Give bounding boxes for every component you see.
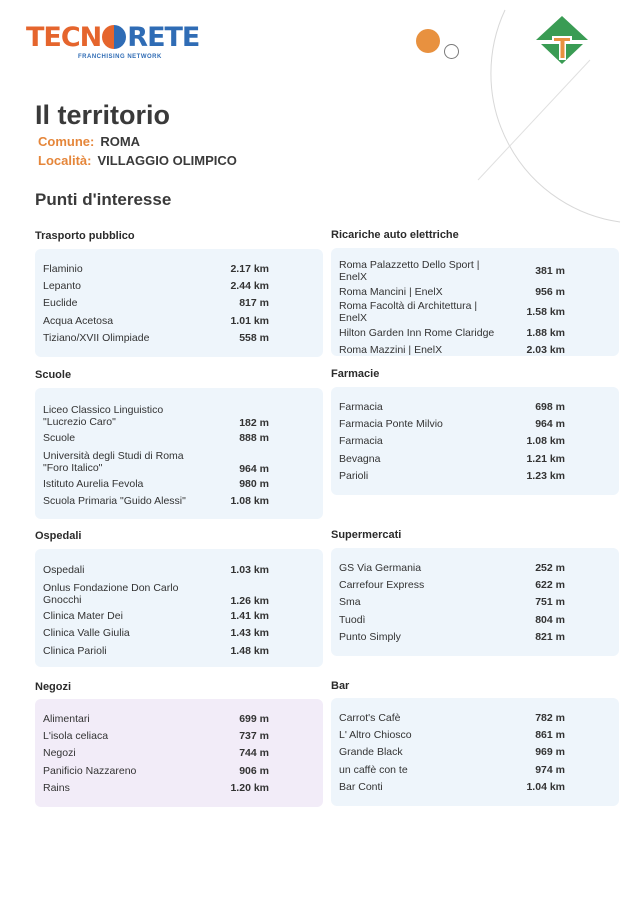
list-item bbox=[43, 400, 269, 429]
category-title: Trasporto pubblico bbox=[35, 230, 135, 242]
poi-distance: 182 m bbox=[239, 417, 269, 429]
list-item bbox=[43, 312, 269, 329]
poi-distance: 737 m bbox=[239, 729, 269, 742]
poi-distance: 699 m bbox=[239, 712, 269, 725]
poi-name: L'isola celiaca bbox=[43, 729, 109, 742]
poi-name: Bar Conti bbox=[339, 780, 383, 793]
category-title: Negozi bbox=[35, 681, 72, 693]
logo-tagline: FRANCHISING NETWORK bbox=[78, 54, 162, 60]
poi-distance: 751 m bbox=[535, 596, 565, 609]
poi-name: Alimentari bbox=[43, 712, 90, 725]
poi-name: GS Via Germania bbox=[339, 561, 422, 574]
comune-line bbox=[38, 134, 140, 149]
page-title: Il territorio bbox=[35, 100, 171, 130]
poi-distance: 1.43 km bbox=[230, 627, 269, 640]
poi-name: Università degli Studi di Roma "Foro Italico" bbox=[43, 450, 184, 475]
poi-distance: 1.08 km bbox=[526, 435, 565, 448]
list-item bbox=[43, 561, 269, 578]
list-item bbox=[339, 283, 565, 300]
list-item bbox=[339, 744, 565, 761]
poi-name: Parioli bbox=[339, 469, 369, 482]
list-item bbox=[43, 625, 269, 642]
category-box-supermarkets bbox=[331, 548, 619, 656]
poi-distance: 698 m bbox=[535, 400, 565, 413]
list-item bbox=[43, 295, 269, 312]
list-item bbox=[339, 559, 565, 576]
poi-distance: 1.03 km bbox=[230, 563, 269, 576]
poi-distance: 861 m bbox=[535, 728, 565, 741]
points-of-interest-title: Punti d'interesse bbox=[35, 190, 172, 209]
poi-name: Grande Black bbox=[339, 746, 403, 759]
tecnorete-logo bbox=[26, 24, 199, 60]
poi-distance: 1.04 km bbox=[526, 780, 565, 793]
list-item bbox=[43, 329, 269, 346]
list-item bbox=[339, 433, 565, 450]
poi-name: Istituto Aurelia Fevola bbox=[43, 477, 144, 490]
poi-distance: 2.17 km bbox=[230, 262, 269, 275]
poi-name: Bevagna bbox=[339, 452, 381, 465]
list-item bbox=[339, 324, 565, 341]
list-item bbox=[43, 727, 269, 744]
poi-name: Farmacia bbox=[339, 400, 383, 413]
poi-name: Negozi bbox=[43, 747, 76, 760]
poi-distance: 817 m bbox=[239, 297, 269, 310]
poi-name: Punto Simply bbox=[339, 630, 401, 643]
list-item bbox=[339, 450, 565, 467]
outline-dot-icon bbox=[444, 44, 459, 59]
poi-distance: 381 m bbox=[535, 265, 565, 277]
poi-name: un caffè con te bbox=[339, 763, 408, 776]
category-box-transport bbox=[35, 249, 323, 357]
list-item bbox=[339, 628, 565, 645]
list-item bbox=[43, 779, 269, 796]
poi-name: Carrot's Cafè bbox=[339, 711, 401, 724]
poi-name: Tiziano/XVII Olimpiade bbox=[43, 331, 150, 344]
house-emblem-icon bbox=[533, 14, 591, 66]
category-box-pharmacies bbox=[331, 387, 619, 495]
poi-name: Flaminio bbox=[43, 262, 83, 275]
category-box-hospitals bbox=[35, 549, 323, 667]
list-item bbox=[339, 259, 565, 283]
poi-distance: 252 m bbox=[535, 561, 565, 574]
poi-name: Rains bbox=[43, 781, 70, 794]
poi-name: Panificio Nazzareno bbox=[43, 764, 137, 777]
list-item bbox=[339, 576, 565, 593]
logo-text-right: RETE bbox=[127, 22, 200, 53]
category-title: Bar bbox=[331, 680, 350, 692]
poi-name: Hilton Garden Inn Rome Claridge bbox=[339, 326, 495, 339]
logo-text-left: TECN bbox=[26, 22, 102, 53]
list-item bbox=[43, 277, 269, 294]
list-item bbox=[339, 415, 565, 432]
poi-distance: 782 m bbox=[535, 711, 565, 724]
list-item bbox=[43, 578, 269, 607]
poi-distance: 1.23 km bbox=[526, 469, 565, 482]
poi-distance: 956 m bbox=[535, 285, 565, 298]
poi-distance: 1.26 km bbox=[230, 595, 269, 608]
poi-distance: 974 m bbox=[535, 763, 565, 776]
poi-distance: 2.44 km bbox=[230, 279, 269, 292]
poi-name: Roma Mazzini | EnelX bbox=[339, 344, 443, 357]
poi-distance: 821 m bbox=[535, 630, 565, 643]
category-title: Ricariche auto elettriche bbox=[331, 229, 459, 241]
list-item bbox=[339, 709, 565, 726]
localita-label: Località: bbox=[38, 153, 92, 168]
poi-distance: 804 m bbox=[535, 613, 565, 626]
poi-name: Sma bbox=[339, 596, 361, 609]
poi-name: Clinica Parioli bbox=[43, 644, 107, 657]
list-item bbox=[43, 745, 269, 762]
localita-value: VILLAGGIO OLIMPICO bbox=[97, 153, 237, 168]
category-box-bars bbox=[331, 698, 619, 806]
poi-name: Farmacia bbox=[339, 435, 383, 448]
poi-distance: 1.21 km bbox=[526, 452, 565, 465]
category-title: Ospedali bbox=[35, 530, 82, 542]
poi-name: Scuole bbox=[43, 431, 76, 444]
poi-name: Scuola Primaria "Guido Alessi" bbox=[43, 495, 186, 508]
list-item bbox=[339, 300, 565, 324]
comune-label: Comune: bbox=[38, 134, 95, 149]
poi-distance: 969 m bbox=[535, 746, 565, 759]
poi-distance: 744 m bbox=[239, 747, 269, 760]
list-item bbox=[339, 761, 565, 778]
list-item bbox=[43, 710, 269, 727]
poi-distance: 2.03 km bbox=[526, 344, 565, 357]
category-title: Farmacie bbox=[331, 368, 380, 380]
poi-name: Roma Mancini | EnelX bbox=[339, 285, 443, 298]
poi-name: Carrefour Express bbox=[339, 578, 425, 591]
poi-distance: 1.01 km bbox=[230, 314, 269, 327]
category-title: Supermercati bbox=[331, 529, 402, 541]
category-box-schools bbox=[35, 388, 323, 519]
poi-name: Clinica Mater Dei bbox=[43, 609, 123, 622]
poi-distance: 1.48 km bbox=[230, 644, 269, 657]
poi-distance: 1.58 km bbox=[526, 306, 565, 319]
poi-distance: 558 m bbox=[239, 331, 269, 344]
comune-value: ROMA bbox=[100, 134, 141, 149]
list-item bbox=[43, 260, 269, 277]
logo-circle-icon bbox=[102, 25, 126, 49]
list-item bbox=[339, 594, 565, 611]
poi-name: Lepanto bbox=[43, 279, 81, 292]
poi-distance: 964 m bbox=[535, 417, 565, 430]
list-item bbox=[43, 429, 269, 446]
list-item bbox=[339, 726, 565, 743]
poi-name: Acqua Acetosa bbox=[43, 314, 114, 327]
category-box-shops bbox=[35, 699, 323, 807]
list-item bbox=[43, 446, 269, 475]
poi-name: Ospedali bbox=[43, 563, 85, 576]
poi-name: Onlus Fondazione Don Carlo Gnocchi bbox=[43, 582, 179, 607]
list-item bbox=[339, 611, 565, 628]
poi-distance: 622 m bbox=[535, 578, 565, 591]
list-item bbox=[339, 467, 565, 484]
poi-name: L' Altro Chiosco bbox=[339, 728, 412, 741]
category-title: Scuole bbox=[35, 369, 72, 381]
poi-name: Clinica Valle Giulia bbox=[43, 627, 130, 640]
list-item bbox=[339, 398, 565, 415]
list-item bbox=[43, 607, 269, 624]
list-item bbox=[43, 762, 269, 779]
poi-name: Liceo Classico Linguistico "Lucrezio Caro" bbox=[43, 404, 164, 428]
poi-distance: 1.41 km bbox=[230, 609, 269, 622]
orange-dot-icon bbox=[416, 29, 440, 53]
poi-distance: 906 m bbox=[239, 764, 269, 777]
list-item bbox=[339, 342, 565, 359]
poi-name: Euclide bbox=[43, 297, 78, 310]
poi-distance: 1.20 km bbox=[230, 781, 269, 794]
poi-name: Tuodì bbox=[339, 613, 366, 626]
localita-line bbox=[38, 153, 237, 168]
poi-name: Roma Palazzetto Dello Sport | EnelX bbox=[339, 259, 480, 283]
category-box-ev-charging bbox=[331, 248, 619, 356]
list-item bbox=[43, 475, 269, 492]
list-item bbox=[43, 642, 269, 659]
list-item bbox=[43, 493, 269, 510]
poi-distance: 980 m bbox=[239, 477, 269, 490]
poi-distance: 1.88 km bbox=[526, 326, 565, 339]
list-item bbox=[339, 778, 565, 795]
poi-distance: 964 m bbox=[239, 463, 269, 476]
poi-distance: 1.08 km bbox=[230, 495, 269, 508]
poi-name: Farmacia Ponte Milvio bbox=[339, 417, 443, 430]
poi-distance: 888 m bbox=[239, 431, 269, 444]
poi-name: Roma Facoltà di Architettura | EnelX bbox=[339, 300, 478, 325]
